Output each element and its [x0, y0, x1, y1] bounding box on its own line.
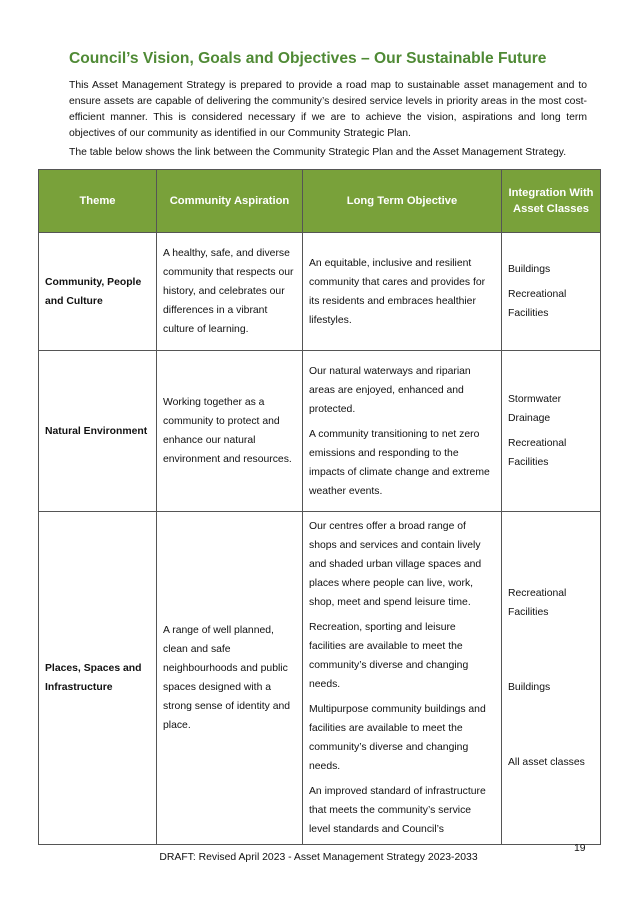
asset-class: Buildings	[508, 682, 551, 693]
aspiration-cell: A range of well planned, clean and safe neighbourhoods and public spaces designed with a strong sense of identity and place.	[157, 512, 303, 845]
theme-cell: Natural Environment	[39, 351, 157, 512]
objective-cell	[303, 512, 502, 845]
table-intro-paragraph: The table below shows the link between the Community Strategic Plan and the Asset Management Strategy.	[69, 147, 567, 158]
table-row	[39, 512, 601, 845]
asset-class: Buildings	[508, 264, 551, 275]
asset-class: All asset classes	[508, 757, 585, 768]
section-heading: Council’s Vision, Goals and Objectives – Our Sustainable Future	[69, 50, 547, 67]
objective-text: Multipurpose community buildings and facilities are available to meet the community’s diverse and changing needs.	[309, 704, 486, 772]
header-integration-asset-classes: Integration With Asset Classes	[502, 170, 601, 233]
objective-cell	[303, 233, 502, 351]
header-theme: Theme	[39, 170, 157, 233]
objective-text: Our natural waterways and riparian areas are enjoyed, enhanced and protected.	[309, 365, 471, 415]
page-number: 19	[574, 843, 586, 854]
intro-paragraph: This Asset Management Strategy is prepared to provide a road map to sustainable asset management and to ensure assets are capable of delivering the community’s desired service levels in priority areas in the most cost-efficient manner. This is considered necessary if we are to achieve the vision, aspirations and long term objectives of our community as identified in our Community Strategic Plan.	[69, 80, 587, 139]
strategy-link-table	[38, 169, 601, 845]
theme-cell: Places, Spaces and Infrastructure	[39, 512, 157, 845]
header-community-aspiration: Community Aspiration	[157, 170, 303, 233]
table-row	[39, 233, 601, 351]
asset-class: Recreational Facilities	[508, 588, 567, 618]
table-row	[39, 351, 601, 512]
header-long-term-objective: Long Term Objective	[303, 170, 502, 233]
page-footer: DRAFT: Revised April 2023 - Asset Management Strategy 2023-2033	[159, 852, 478, 863]
asset-class: Recreational Facilities	[508, 289, 567, 319]
objective-text: Recreation, sporting and leisure facilities are available to meet the community’s diverse and changing needs.	[309, 622, 469, 690]
objective-text: An improved standard of infrastructure that meets the community’s service level standards and Council’s	[309, 786, 486, 835]
asset-class-cell	[502, 351, 601, 512]
asset-class: Stormwater Drainage	[508, 394, 562, 424]
asset-class: Recreational Facilities	[508, 438, 567, 468]
objective-text: Our centres offer a broad range of shops and services and contain lively and shaded urban village spaces and places where people can live, work, shop, meet and spend leisure time.	[309, 521, 482, 608]
table-header-row	[39, 170, 601, 233]
asset-class-cell	[502, 233, 601, 351]
aspiration-cell: Working together as a community to protect and enhance our natural environment and resources.	[157, 351, 303, 512]
objective-text: A community transitioning to net zero emissions and responding to the impacts of climate change and extreme weather events.	[309, 428, 490, 497]
objective-cell	[303, 351, 502, 512]
asset-class-cell	[502, 512, 601, 845]
aspiration-cell: A healthy, safe, and diverse community that respects our history, and celebrates our differences in a vibrant culture of learning.	[157, 233, 303, 351]
objective-text: An equitable, inclusive and resilient community that cares and provides for its residents and embraces healthier lifestyles.	[309, 257, 486, 326]
theme-cell: Community, People and Culture	[39, 233, 157, 351]
